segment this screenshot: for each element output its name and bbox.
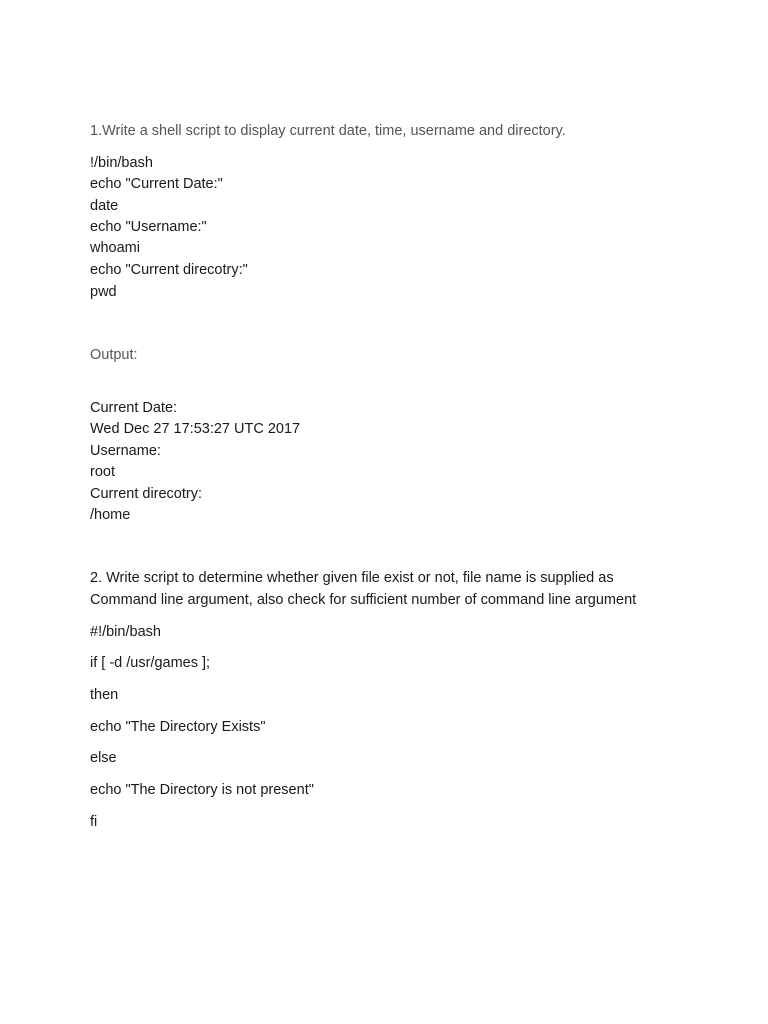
q1-code-line: date: [90, 198, 119, 214]
q1-code-line: pwd: [90, 284, 117, 300]
q1-output-line: Wed Dec 27 17:53:27 UTC 2017: [90, 421, 301, 437]
q1-code-line: echo "Current direcotry:": [90, 262, 248, 278]
q2-code-line: then: [90, 687, 119, 703]
q1-output-line: Current direcotry:: [90, 486, 203, 502]
q2-code-line: #!/bin/bash: [90, 624, 161, 640]
q1-code-line: echo "Current Date:": [90, 176, 223, 192]
q2-code-line: echo "The Directory is not present": [90, 782, 314, 798]
output-label: Output:: [90, 347, 138, 363]
question-1-heading: 1.Write a shell script to display current date, time, username and directory.: [90, 123, 566, 139]
q2-code-line: fi: [90, 814, 98, 830]
q1-code-line: !/bin/bash: [90, 155, 153, 171]
q2-code-line: if [ -d /usr/games ];: [90, 655, 211, 671]
q1-code-line: whoami: [90, 240, 140, 256]
question-2-heading-line-2: Command line argument, also check for sufficient number of command line argument: [90, 592, 637, 608]
q1-output-line: /home: [90, 507, 131, 523]
q1-output-line: Username:: [90, 443, 161, 459]
q1-output-line: root: [90, 464, 115, 480]
q2-code-line: else: [90, 750, 117, 766]
q1-code-line: echo "Username:": [90, 219, 207, 235]
q1-output-line: Current Date:: [90, 400, 178, 416]
question-2-heading-line-1: 2. Write script to determine whether given file exist or not, file name is supplied as: [90, 570, 614, 586]
q2-code-line: echo "The Directory Exists": [90, 719, 266, 735]
